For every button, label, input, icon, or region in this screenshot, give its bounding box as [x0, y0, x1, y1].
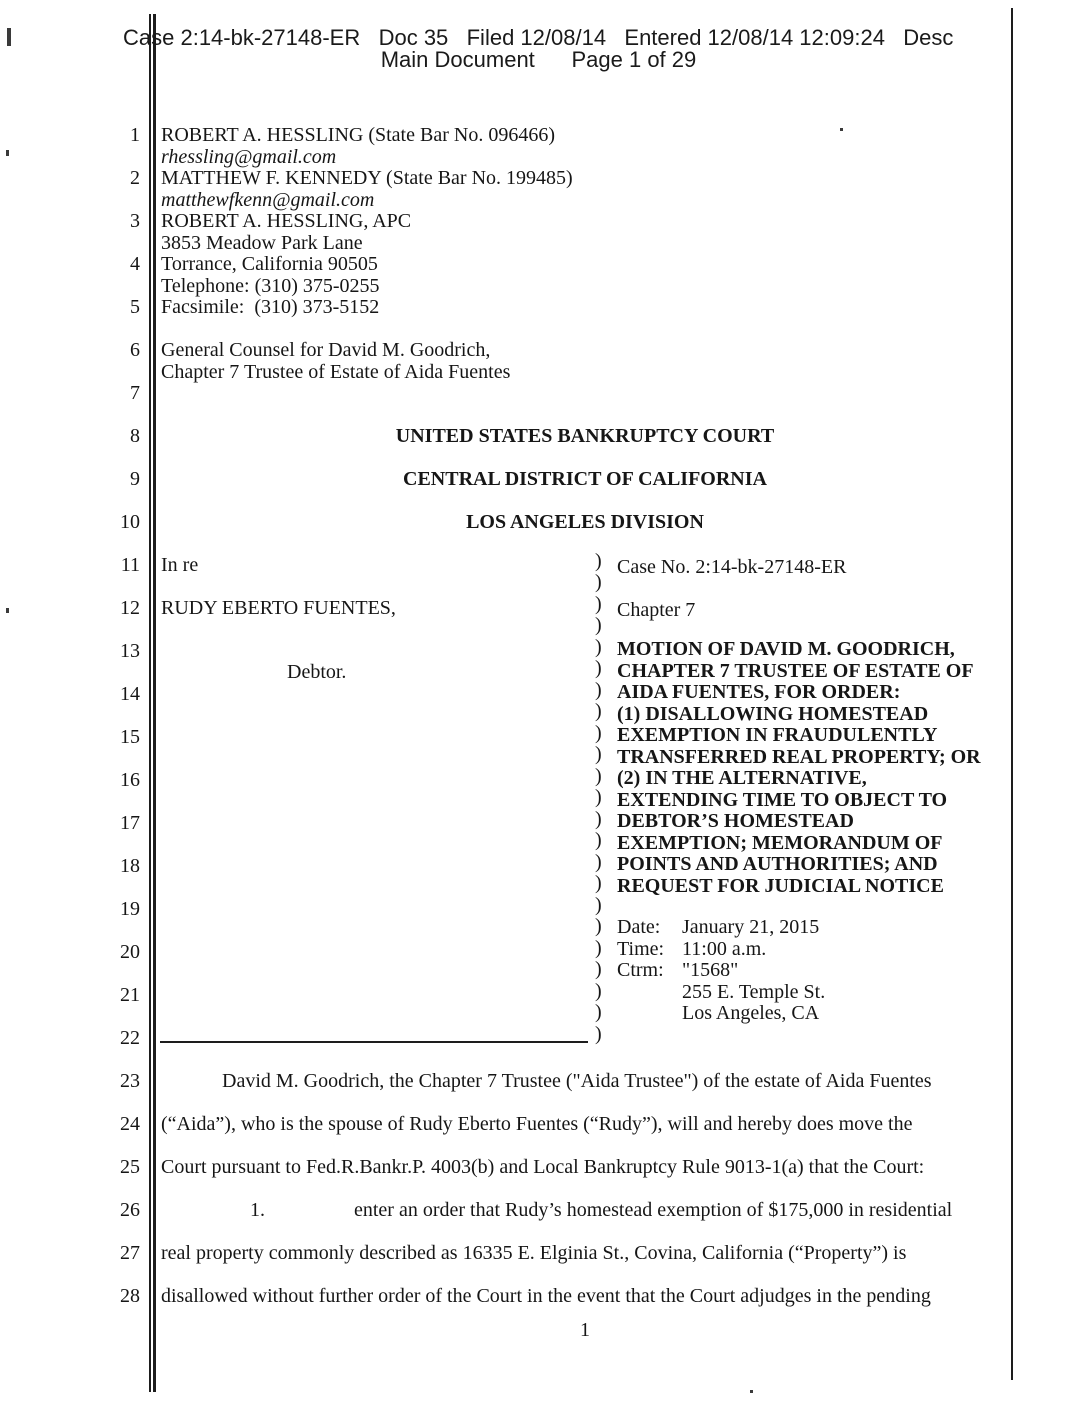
counsel-line: Chapter 7 Trustee of Estate of Aida Fuentes [161, 360, 511, 383]
body-line: disallowed without further order of the Court in the event that the Court adjudges in the pending [161, 1285, 931, 1307]
body-line: enter an order that Rudy’s homestead exemption of $175,000 in residential [354, 1199, 953, 1221]
line-number: 14 [120, 683, 140, 705]
caption-paren: ) [595, 764, 602, 787]
caption-paren: ) [595, 786, 602, 808]
caption-paren: ) [595, 850, 602, 873]
line-number: 20 [120, 941, 140, 963]
body-line-number: 1. [250, 1199, 265, 1221]
attorney-line: Telephone: (310) 375-0255 [161, 274, 380, 297]
line-number: 4 [130, 253, 140, 275]
caption-paren: ) [595, 829, 602, 851]
line-number: 2 [130, 167, 140, 189]
caption-paren: ) [595, 979, 602, 1002]
caption-paren: ) [595, 721, 602, 744]
caption-debtor-name: RUDY EBERTO FUENTES, [161, 597, 396, 619]
motion-title-line: (1) DISALLOWING HOMESTEAD [617, 702, 929, 725]
motion-title-line: (2) IN THE ALTERNATIVE, [617, 767, 867, 789]
caption-debtor-label: Debtor. [287, 661, 347, 683]
line-number: 3 [130, 210, 140, 232]
hearing-ctrm-label: Ctrm: [617, 959, 664, 981]
line-number: 24 [120, 1113, 140, 1135]
line-number: 6 [130, 339, 140, 361]
body-line: Court pursuant to Fed.R.Bankr.P. 4003(b) and Local Bankruptcy Rule 9013-1(a) that the Court: [161, 1156, 925, 1178]
line-number: 13 [120, 640, 140, 662]
motion-title-line: EXEMPTION IN FRAUDULENTLY [617, 724, 938, 746]
body-line: David M. Goodrich, the Chapter 7 Trustee ("Aida Trustee") of the estate of Aida Fuentes [222, 1070, 932, 1092]
line-number: 22 [120, 1027, 140, 1049]
line-number: 11 [120, 554, 140, 576]
attorney-line: MATTHEW F. KENNEDY (State Bar No. 199485) [161, 167, 573, 189]
hearing-time-value: 11:00 a.m. [682, 938, 767, 960]
line-number: 9 [130, 468, 140, 490]
attorney-line: Facsimile: (310) 373-5152 [161, 296, 380, 318]
caption-paren: ) [595, 743, 602, 765]
caption-paren: ) [595, 571, 602, 593]
caption-paren: ) [595, 807, 602, 830]
caption-paren: ) [595, 936, 602, 959]
line-number: 5 [130, 296, 140, 318]
body-line: (“Aida”), who is the spouse of Rudy Eberto Fuentes (“Rudy”), will and hereby does move the [161, 1113, 913, 1135]
attorney-line: ROBERT A. HESSLING (State Bar No. 096466) [161, 124, 555, 146]
caption-paren: ) [595, 1022, 602, 1045]
caption-paren: ) [595, 872, 602, 894]
court-district: CENTRAL DISTRICT OF CALIFORNIA [403, 468, 767, 490]
scan-speck [6, 150, 9, 156]
line-number: 16 [120, 769, 140, 791]
line-number: 19 [120, 898, 140, 920]
motion-title-line: REQUEST FOR JUDICIAL NOTICE [617, 874, 944, 897]
hearing-date-value: January 21, 2015 [682, 916, 820, 938]
caption-paren: ) [595, 635, 602, 658]
scan-speck [750, 1390, 753, 1393]
caption-paren: ) [595, 592, 602, 615]
line-number: 25 [120, 1156, 140, 1178]
attorney-line: ROBERT A. HESSLING, APC [161, 210, 412, 232]
motion-title-line: CHAPTER 7 TRUSTEE OF ESTATE OF [617, 659, 974, 682]
line-number: 23 [120, 1070, 140, 1092]
line-number: 17 [120, 812, 140, 834]
line-number: 26 [120, 1199, 140, 1221]
court-name: UNITED STATES BANKRUPTCY COURT [395, 425, 775, 447]
counsel-line: General Counsel for David M. Goodrich, [161, 339, 491, 361]
caption-divider-line [160, 1041, 588, 1043]
line-number: 12 [120, 597, 140, 619]
line-number: 18 [120, 855, 140, 877]
motion-title-line: EXTENDING TIME TO OBJECT TO [617, 788, 948, 811]
line-number: 10 [120, 511, 140, 533]
page-number: 1 [580, 1319, 590, 1341]
caption-paren: ) [595, 657, 602, 679]
caption-paren: ) [595, 549, 602, 572]
scan-speck [7, 28, 11, 46]
motion-title-line: MOTION OF DAVID M. GOODRICH, [617, 638, 955, 660]
line-number: 21 [120, 984, 140, 1006]
line-number: 28 [120, 1285, 140, 1307]
court-division: LOS ANGELES DIVISION [466, 511, 704, 533]
caption-in-re: In re [161, 554, 199, 576]
caption-chapter: Chapter 7 [617, 599, 696, 621]
filing-stamp-line1: Case 2:14-bk-27148-ER Doc 35 Filed 12/08/14 Entered 12/08/14 12:09:24 Desc [123, 25, 954, 50]
line-number: 7 [130, 382, 140, 404]
caption-case-number: Case No. 2:14-bk-27148-ER [617, 556, 847, 578]
attorney-line: matthewfkenn@gmail.com [161, 188, 375, 211]
motion-title-line: AIDA FUENTES, FOR ORDER: [617, 681, 901, 703]
motion-title-line: TRANSFERRED REAL PROPERTY; OR [617, 745, 981, 768]
scan-speck [6, 608, 9, 613]
line-number: 15 [120, 726, 140, 748]
caption-paren: ) [595, 1001, 602, 1023]
hearing-address-line2: Los Angeles, CA [682, 1002, 820, 1024]
right-margin-rule [1011, 8, 1013, 1380]
attorney-line: rhessling@gmail.com [161, 145, 337, 168]
hearing-address-line1: 255 E. Temple St. [682, 981, 826, 1003]
caption-paren: ) [595, 915, 602, 937]
hearing-ctrm-value: "1568" [682, 959, 739, 981]
line-number: 8 [130, 425, 140, 447]
motion-title-line: POINTS AND AUTHORITIES; AND [617, 853, 938, 875]
caption-paren: ) [595, 614, 602, 636]
left-margin-rule-outer [149, 14, 151, 1392]
caption-paren: ) [595, 893, 602, 916]
hearing-date-label: Date: [617, 916, 661, 938]
motion-title-line: EXEMPTION; MEMORANDUM OF [617, 831, 943, 854]
body-line: real property commonly described as 16335 E. Elginia St., Covina, California (“Property”) is [161, 1242, 907, 1264]
filing-stamp-line2: Main Document Page 1 of 29 [380, 47, 697, 72]
left-margin-rule-inner [153, 14, 156, 1392]
attorney-line: 3853 Meadow Park Lane [161, 231, 363, 254]
motion-title-line: DEBTOR’S HOMESTEAD [617, 810, 854, 832]
attorney-line: Torrance, California 90505 [161, 253, 378, 275]
line-number: 1 [130, 124, 140, 146]
line-number: 27 [120, 1242, 140, 1264]
caption-paren: ) [595, 678, 602, 701]
scan-speck [840, 128, 843, 131]
hearing-time-label: Time: [617, 938, 665, 960]
caption-paren: ) [595, 700, 602, 722]
caption-paren: ) [595, 958, 602, 980]
